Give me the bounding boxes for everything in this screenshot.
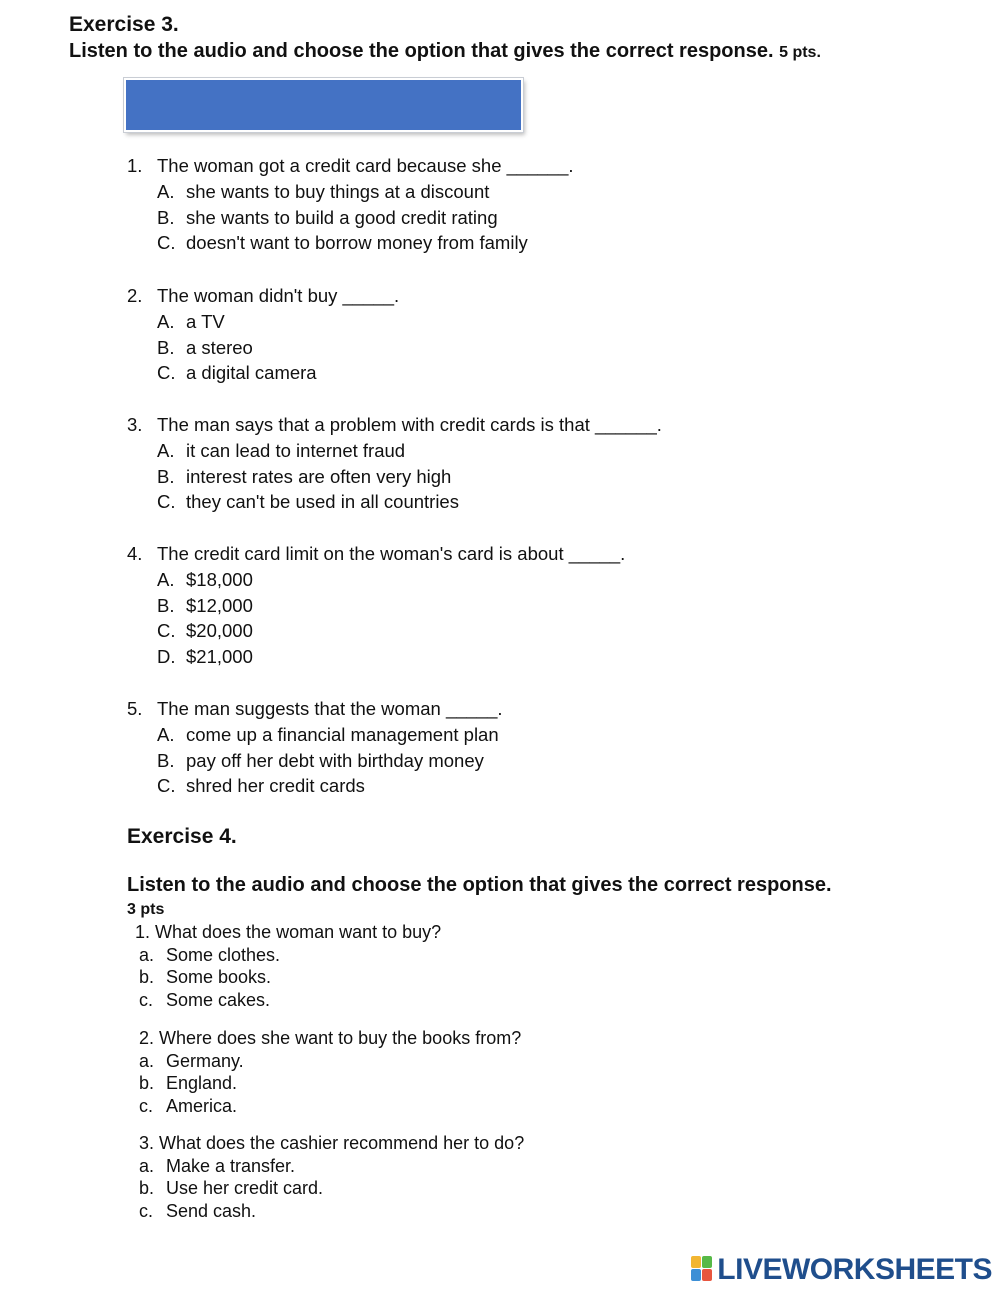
option-text: she wants to buy things at a discount	[186, 180, 490, 202]
answer-option[interactable]	[157, 491, 459, 513]
answer-option[interactable]	[139, 967, 271, 988]
answer-option[interactable]	[157, 311, 225, 333]
option-letter: C.	[157, 775, 176, 797]
option-text: Send cash.	[166, 1200, 257, 1221]
answer-option[interactable]	[157, 750, 484, 772]
question-stem	[127, 543, 625, 565]
answer-option[interactable]	[157, 362, 317, 384]
option-letter: B.	[157, 336, 175, 358]
question-number: 2.	[127, 285, 143, 306]
option-text: pay off her debt with birthday money	[186, 749, 484, 771]
option-letter: B.	[157, 465, 175, 487]
option-text: Use her credit card.	[166, 1178, 324, 1198]
answer-option[interactable]	[157, 775, 365, 797]
option-letter: B.	[157, 594, 175, 616]
option-letter: b.	[139, 1073, 155, 1093]
option-text: a digital camera	[186, 362, 317, 384]
exercise-3-points: 5 pts.	[779, 44, 821, 61]
answer-option[interactable]	[157, 620, 253, 642]
liveworksheets-logo	[691, 1253, 992, 1287]
logo-square-4	[702, 1269, 712, 1281]
question-number: 1.	[127, 155, 143, 176]
answer-option[interactable]	[139, 1096, 237, 1117]
question-stem	[127, 698, 503, 720]
answer-option[interactable]	[139, 1073, 237, 1094]
answer-option[interactable]	[139, 990, 270, 1011]
question-number: 3.	[127, 414, 143, 435]
logo-square-2	[702, 1256, 712, 1268]
option-letter: b.	[139, 1178, 155, 1198]
option-letter: B.	[157, 749, 175, 771]
option-text: $21,000	[186, 646, 253, 668]
option-letter: A.	[157, 723, 175, 745]
option-letter: b.	[139, 967, 155, 987]
answer-option[interactable]	[139, 945, 280, 966]
answer-option[interactable]	[157, 724, 499, 746]
option-text: Some cakes.	[166, 989, 271, 1010]
liveworksheets-logo-icon	[691, 1256, 713, 1282]
option-text: interest rates are often very high	[186, 465, 452, 487]
exercise-3-title: Exercise 3.	[69, 13, 179, 36]
option-letter: A.	[157, 310, 175, 332]
question-stem	[127, 285, 399, 307]
option-letter: A.	[157, 568, 175, 590]
answer-option[interactable]	[139, 1178, 323, 1199]
option-letter: a.	[139, 1050, 155, 1071]
question-number: 4.	[127, 543, 143, 564]
option-text: Some books.	[166, 967, 272, 987]
answer-option[interactable]	[139, 1156, 295, 1177]
option-text: $20,000	[186, 620, 253, 642]
answer-option[interactable]	[157, 440, 405, 462]
logo-square-3	[691, 1269, 701, 1281]
option-letter: C.	[157, 491, 176, 513]
question-stem	[127, 155, 574, 177]
option-text: it can lead to internet fraud	[186, 439, 406, 461]
option-text: a stereo	[186, 336, 253, 358]
answer-option[interactable]	[157, 569, 253, 591]
question-stem: 2. Where does she want to buy the books from?	[139, 1028, 522, 1048]
exercise-4-title: Exercise 4.	[127, 825, 237, 848]
exercise-3-instruction-text: Listen to the audio and choose the option that gives the correct response.	[69, 40, 774, 62]
option-letter: C.	[157, 232, 176, 254]
option-letter: A.	[157, 439, 175, 461]
audio-player[interactable]	[124, 78, 523, 132]
question-stem	[127, 414, 662, 436]
exercise-4-instruction: Listen to the audio and choose the option that gives the correct response.	[127, 874, 832, 896]
option-text: $18,000	[186, 568, 253, 590]
option-letter: D.	[157, 646, 176, 668]
option-letter: a.	[139, 1155, 155, 1176]
option-letter: c.	[139, 1200, 154, 1221]
option-letter: B.	[157, 206, 175, 228]
answer-option[interactable]	[157, 595, 253, 617]
liveworksheets-logo-text: LIVEWORKSHEETS	[717, 1253, 992, 1286]
answer-option[interactable]	[157, 232, 528, 254]
question-text: The credit card limit on the woman's card is about _____.	[157, 543, 626, 564]
exercise-4-points: 3 pts	[127, 901, 165, 918]
option-text: $12,000	[186, 594, 253, 616]
option-letter: c.	[139, 989, 154, 1010]
option-text: Make a transfer.	[166, 1155, 296, 1176]
option-text: they can't be used in all countries	[186, 491, 459, 513]
question-text: The woman didn't buy _____.	[157, 285, 400, 306]
option-text: come up a financial management plan	[186, 723, 499, 745]
option-text: she wants to build a good credit rating	[186, 206, 498, 228]
answer-option[interactable]	[157, 181, 489, 203]
answer-option[interactable]	[157, 337, 253, 359]
answer-option[interactable]	[157, 466, 451, 488]
option-letter: a.	[139, 944, 155, 965]
answer-option[interactable]	[157, 646, 253, 668]
option-letter: A.	[157, 180, 175, 202]
question-text: The man suggests that the woman _____.	[157, 698, 503, 719]
answer-option[interactable]	[139, 1051, 244, 1072]
answer-option[interactable]	[157, 207, 498, 229]
question-text: The woman got a credit card because she ______.	[157, 155, 574, 176]
question-stem: 3. What does the cashier recommend her to do?	[139, 1133, 525, 1153]
question-number: 5.	[127, 698, 143, 719]
option-text: a TV	[186, 310, 225, 332]
option-letter: c.	[139, 1095, 154, 1116]
answer-option[interactable]	[139, 1201, 256, 1222]
option-text: Germany.	[166, 1050, 244, 1071]
question-stem: 1. What does the woman want to buy?	[135, 922, 442, 942]
option-text: England.	[166, 1073, 238, 1093]
option-text: America.	[166, 1095, 238, 1116]
option-text: shred her credit cards	[186, 775, 365, 797]
exercise-3-instruction	[69, 40, 821, 63]
option-text: doesn't want to borrow money from family	[186, 232, 528, 254]
option-text: Some clothes.	[166, 944, 281, 965]
option-letter: C.	[157, 362, 176, 384]
logo-square-1	[691, 1256, 701, 1268]
question-text: The man says that a problem with credit cards is that ______.	[157, 414, 662, 435]
option-letter: C.	[157, 620, 176, 642]
